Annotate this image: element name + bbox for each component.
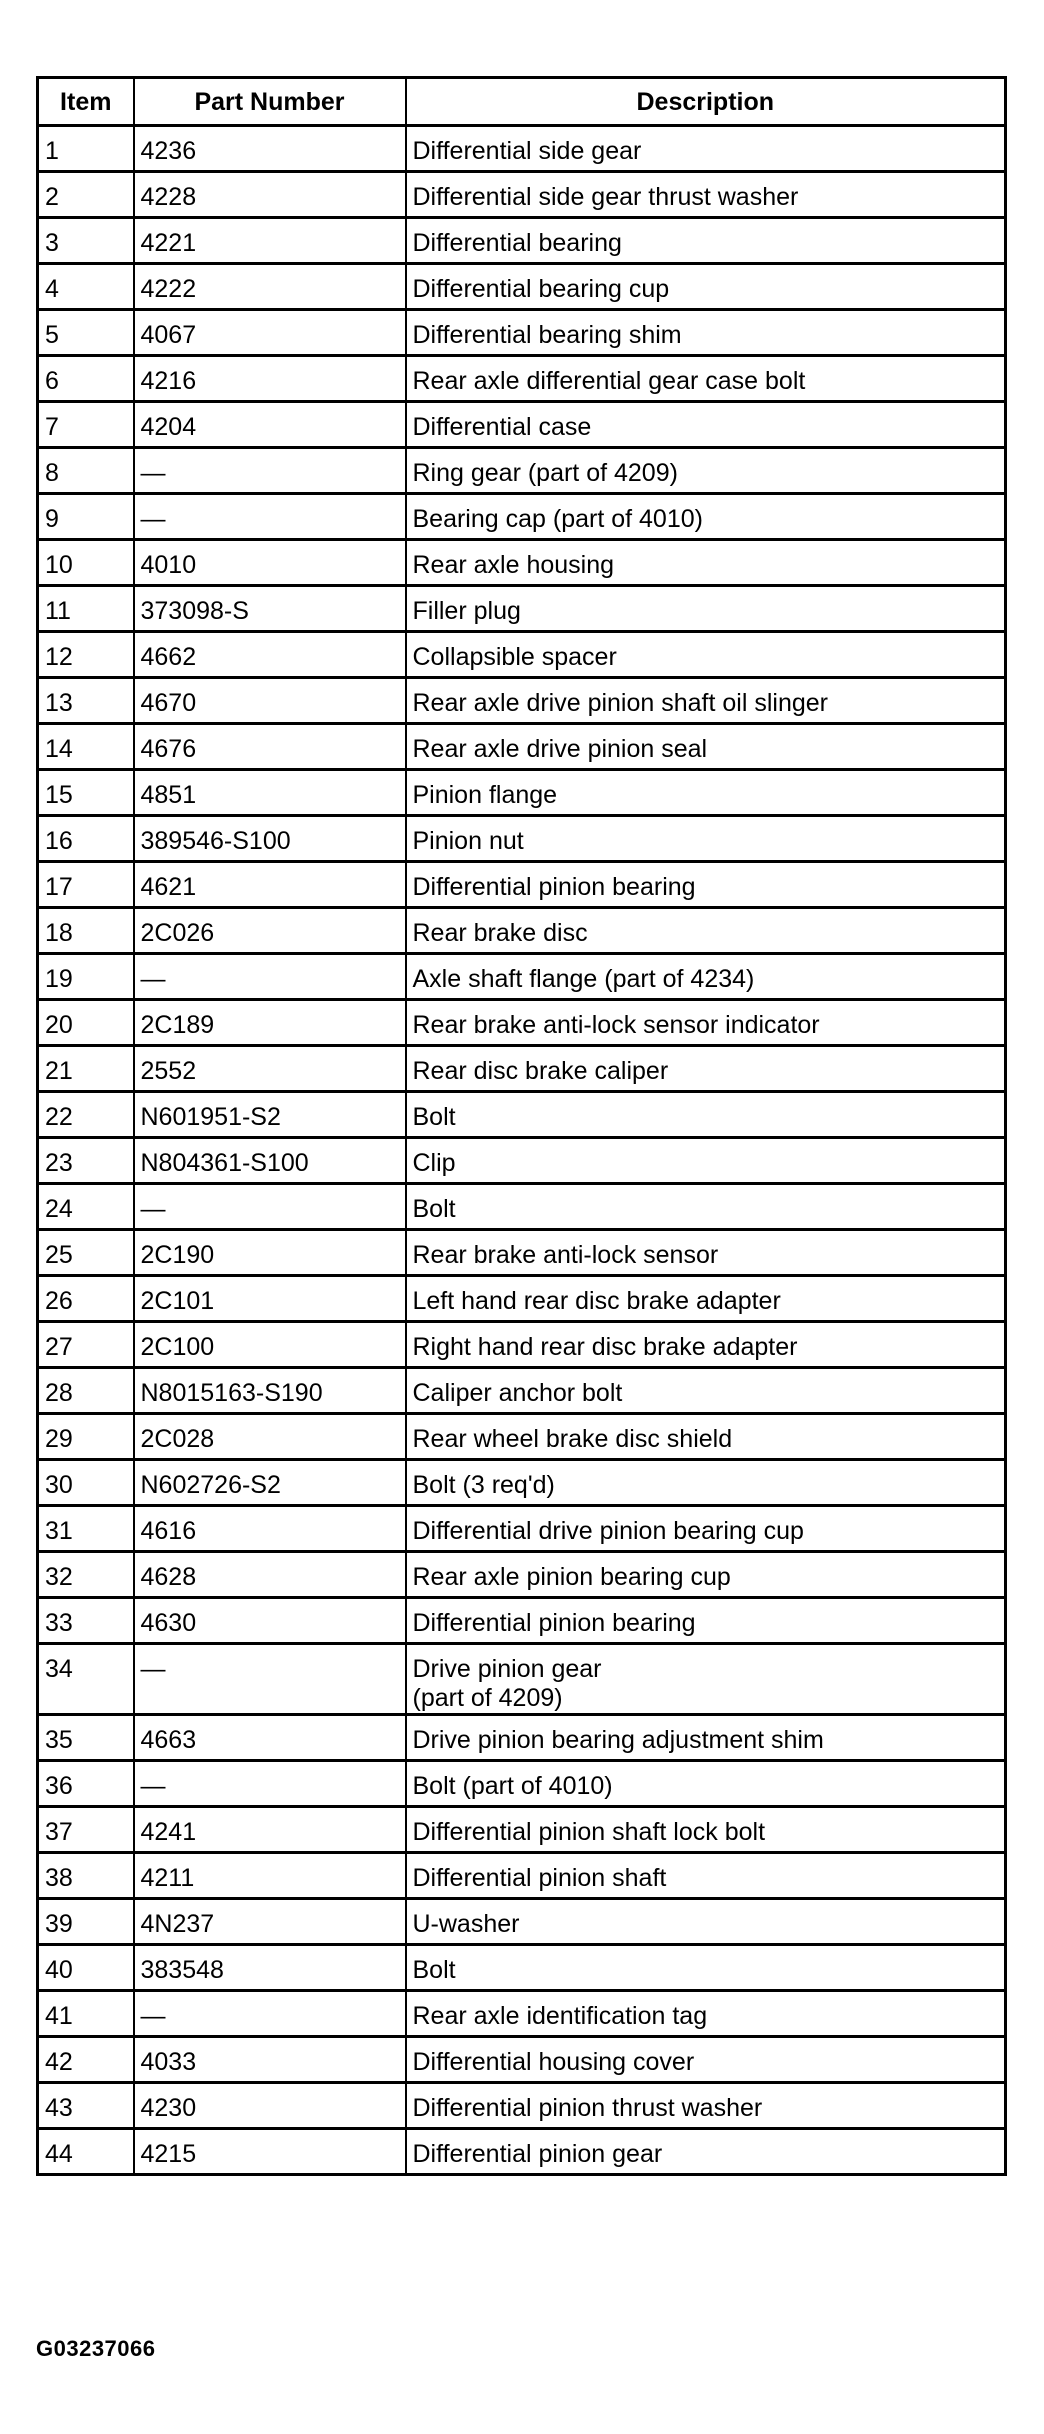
item-cell: 35 — [38, 1715, 134, 1761]
table-row — [38, 954, 1006, 1000]
table-row — [38, 1322, 1006, 1368]
description-cell: Differential pinion gear — [406, 2129, 1006, 2175]
part-number-cell: 4067 — [134, 310, 406, 356]
part-number-cell: N602726-S2 — [134, 1460, 406, 1506]
part-number-cell: 2C100 — [134, 1322, 406, 1368]
table-row — [38, 1945, 1006, 1991]
table-row — [38, 632, 1006, 678]
description-cell: Caliper anchor bolt — [406, 1368, 1006, 1414]
description-cell: Rear wheel brake disc shield — [406, 1414, 1006, 1460]
item-cell: 40 — [38, 1945, 134, 1991]
description-cell: Pinion nut — [406, 816, 1006, 862]
table-row — [38, 1552, 1006, 1598]
table-row — [38, 1184, 1006, 1230]
table-row — [38, 1460, 1006, 1506]
table-row — [38, 2129, 1006, 2175]
item-cell: 32 — [38, 1552, 134, 1598]
part-number-cell: 4851 — [134, 770, 406, 816]
description-cell: Rear brake anti-lock sensor indicator — [406, 1000, 1006, 1046]
table-row — [38, 770, 1006, 816]
item-cell: 8 — [38, 448, 134, 494]
table-row — [38, 862, 1006, 908]
table-row — [38, 1853, 1006, 1899]
table-row — [38, 172, 1006, 218]
description-cell: Rear disc brake caliper — [406, 1046, 1006, 1092]
description-cell: Ring gear (part of 4209) — [406, 448, 1006, 494]
table-row — [38, 1506, 1006, 1552]
table-row — [38, 586, 1006, 632]
table-row — [38, 1230, 1006, 1276]
part-number-cell: — — [134, 1644, 406, 1715]
part-number-cell: 2C101 — [134, 1276, 406, 1322]
description-cell: Filler plug — [406, 586, 1006, 632]
table-row — [38, 1807, 1006, 1853]
table-row — [38, 356, 1006, 402]
table-row — [38, 126, 1006, 172]
description-cell: U-washer — [406, 1899, 1006, 1945]
part-number-cell: 2552 — [134, 1046, 406, 1092]
column-header-item: Item — [38, 78, 134, 126]
description-cell: Differential case — [406, 402, 1006, 448]
description-cell: Right hand rear disc brake adapter — [406, 1322, 1006, 1368]
item-cell: 14 — [38, 724, 134, 770]
item-cell: 24 — [38, 1184, 134, 1230]
part-number-cell: 4204 — [134, 402, 406, 448]
item-cell: 42 — [38, 2037, 134, 2083]
description-cell: Differential bearing — [406, 218, 1006, 264]
part-number-cell: 4676 — [134, 724, 406, 770]
description-cell: Differential bearing shim — [406, 310, 1006, 356]
part-number-cell: 4228 — [134, 172, 406, 218]
part-number-cell: 4N237 — [134, 1899, 406, 1945]
description-cell: Rear axle drive pinion shaft oil slinger — [406, 678, 1006, 724]
item-cell: 16 — [38, 816, 134, 862]
table-row — [38, 1899, 1006, 1945]
header-row — [38, 78, 1006, 126]
part-number-cell: N601951-S2 — [134, 1092, 406, 1138]
part-number-cell: 2C189 — [134, 1000, 406, 1046]
item-cell: 34 — [38, 1644, 134, 1715]
description-cell: Bolt (part of 4010) — [406, 1761, 1006, 1807]
part-number-cell: 4621 — [134, 862, 406, 908]
part-number-cell: — — [134, 494, 406, 540]
item-cell: 33 — [38, 1598, 134, 1644]
description-cell: Bearing cap (part of 4010) — [406, 494, 1006, 540]
table-row — [38, 816, 1006, 862]
item-cell: 31 — [38, 1506, 134, 1552]
part-number-cell: 4033 — [134, 2037, 406, 2083]
item-cell: 23 — [38, 1138, 134, 1184]
description-cell: Rear axle drive pinion seal — [406, 724, 1006, 770]
item-cell: 12 — [38, 632, 134, 678]
item-cell: 36 — [38, 1761, 134, 1807]
part-number-cell: 2C028 — [134, 1414, 406, 1460]
table-row — [38, 2037, 1006, 2083]
column-header-part-number: Part Number — [134, 78, 406, 126]
table-row — [38, 678, 1006, 724]
table-row — [38, 540, 1006, 586]
item-cell: 17 — [38, 862, 134, 908]
description-cell: Rear axle differential gear case bolt — [406, 356, 1006, 402]
description-cell: Rear axle identification tag — [406, 1991, 1006, 2037]
item-cell: 5 — [38, 310, 134, 356]
part-number-cell: 4663 — [134, 1715, 406, 1761]
table-row — [38, 724, 1006, 770]
item-cell: 2 — [38, 172, 134, 218]
table-header — [38, 78, 1006, 126]
table-row — [38, 1644, 1006, 1715]
table-row — [38, 1000, 1006, 1046]
item-cell: 7 — [38, 402, 134, 448]
part-number-cell: 383548 — [134, 1945, 406, 1991]
description-cell: Differential pinion shaft lock bolt — [406, 1807, 1006, 1853]
table-row — [38, 908, 1006, 954]
item-cell: 11 — [38, 586, 134, 632]
description-cell: Drive pinion bearing adjustment shim — [406, 1715, 1006, 1761]
item-cell: 27 — [38, 1322, 134, 1368]
description-cell: Differential pinion bearing — [406, 862, 1006, 908]
part-number-cell: — — [134, 1184, 406, 1230]
item-cell: 37 — [38, 1807, 134, 1853]
part-number-cell: — — [134, 1991, 406, 2037]
part-number-cell: 4211 — [134, 1853, 406, 1899]
table-row — [38, 264, 1006, 310]
part-number-cell: N804361-S100 — [134, 1138, 406, 1184]
table-row — [38, 494, 1006, 540]
item-cell: 15 — [38, 770, 134, 816]
table-row — [38, 1991, 1006, 2037]
table-row — [38, 1761, 1006, 1807]
table-row — [38, 218, 1006, 264]
item-cell: 3 — [38, 218, 134, 264]
item-cell: 25 — [38, 1230, 134, 1276]
item-cell: 41 — [38, 1991, 134, 2037]
item-cell: 26 — [38, 1276, 134, 1322]
figure-id: G03237066 — [36, 2336, 156, 2361]
item-cell: 22 — [38, 1092, 134, 1138]
part-number-cell: 4236 — [134, 126, 406, 172]
item-cell: 29 — [38, 1414, 134, 1460]
description-cell: Differential side gear thrust washer — [406, 172, 1006, 218]
item-cell: 30 — [38, 1460, 134, 1506]
description-cell: Clip — [406, 1138, 1006, 1184]
description-cell: Rear brake disc — [406, 908, 1006, 954]
part-number-cell: 4222 — [134, 264, 406, 310]
part-number-cell: 4670 — [134, 678, 406, 724]
part-number-cell: N8015163-S190 — [134, 1368, 406, 1414]
part-number-cell: 4662 — [134, 632, 406, 678]
part-number-cell: — — [134, 954, 406, 1000]
part-number-cell: 4630 — [134, 1598, 406, 1644]
description-cell: Axle shaft flange (part of 4234) — [406, 954, 1006, 1000]
part-number-cell: 4628 — [134, 1552, 406, 1598]
item-cell: 13 — [38, 678, 134, 724]
part-number-cell: 2C190 — [134, 1230, 406, 1276]
description-cell: Rear axle pinion bearing cup — [406, 1552, 1006, 1598]
item-cell: 18 — [38, 908, 134, 954]
item-cell: 9 — [38, 494, 134, 540]
item-cell: 44 — [38, 2129, 134, 2175]
item-cell: 10 — [38, 540, 134, 586]
description-cell: Differential housing cover — [406, 2037, 1006, 2083]
item-cell: 1 — [38, 126, 134, 172]
item-cell: 6 — [38, 356, 134, 402]
part-number-cell: 4241 — [134, 1807, 406, 1853]
description-cell: Bolt — [406, 1092, 1006, 1138]
part-number-cell: 4230 — [134, 2083, 406, 2129]
table-row — [38, 1598, 1006, 1644]
item-cell: 20 — [38, 1000, 134, 1046]
description-cell: Differential bearing cup — [406, 264, 1006, 310]
description-cell: Bolt (3 req'd) — [406, 1460, 1006, 1506]
description-cell: Differential pinion thrust washer — [406, 2083, 1006, 2129]
table-row — [38, 448, 1006, 494]
description-cell: Bolt — [406, 1184, 1006, 1230]
part-number-cell: 4221 — [134, 218, 406, 264]
part-number-cell: 4010 — [134, 540, 406, 586]
part-number-cell: 4215 — [134, 2129, 406, 2175]
description-cell: Differential pinion bearing — [406, 1598, 1006, 1644]
item-cell: 38 — [38, 1853, 134, 1899]
table-row — [38, 1368, 1006, 1414]
item-cell: 39 — [38, 1899, 134, 1945]
item-cell: 4 — [38, 264, 134, 310]
table-row — [38, 402, 1006, 448]
item-cell: 19 — [38, 954, 134, 1000]
table-row — [38, 1138, 1006, 1184]
description-cell: Left hand rear disc brake adapter — [406, 1276, 1006, 1322]
table-row — [38, 1276, 1006, 1322]
description-cell: Drive pinion gear (part of 4209) — [406, 1644, 1006, 1715]
part-number-cell: — — [134, 448, 406, 494]
table-row — [38, 2083, 1006, 2129]
part-number-cell: 2C026 — [134, 908, 406, 954]
description-cell: Rear axle housing — [406, 540, 1006, 586]
item-cell: 21 — [38, 1046, 134, 1092]
parts-list-sheet — [36, 76, 1004, 2176]
part-number-cell: — — [134, 1761, 406, 1807]
table-row — [38, 1414, 1006, 1460]
column-header-description: Description — [406, 78, 1006, 126]
description-cell: Bolt — [406, 1945, 1006, 1991]
part-number-cell: 373098-S — [134, 586, 406, 632]
table-row — [38, 310, 1006, 356]
description-cell: Differential side gear — [406, 126, 1006, 172]
item-cell: 43 — [38, 2083, 134, 2129]
table-row — [38, 1092, 1006, 1138]
description-cell: Rear brake anti-lock sensor — [406, 1230, 1006, 1276]
description-cell: Differential pinion shaft — [406, 1853, 1006, 1899]
part-number-cell: 4616 — [134, 1506, 406, 1552]
description-cell: Pinion flange — [406, 770, 1006, 816]
table-row — [38, 1715, 1006, 1761]
table-row — [38, 1046, 1006, 1092]
description-cell: Collapsible spacer — [406, 632, 1006, 678]
parts-table — [36, 76, 1007, 2176]
description-cell: Differential drive pinion bearing cup — [406, 1506, 1006, 1552]
item-cell: 28 — [38, 1368, 134, 1414]
table-body — [38, 126, 1006, 2175]
part-number-cell: 4216 — [134, 356, 406, 402]
part-number-cell: 389546-S100 — [134, 816, 406, 862]
